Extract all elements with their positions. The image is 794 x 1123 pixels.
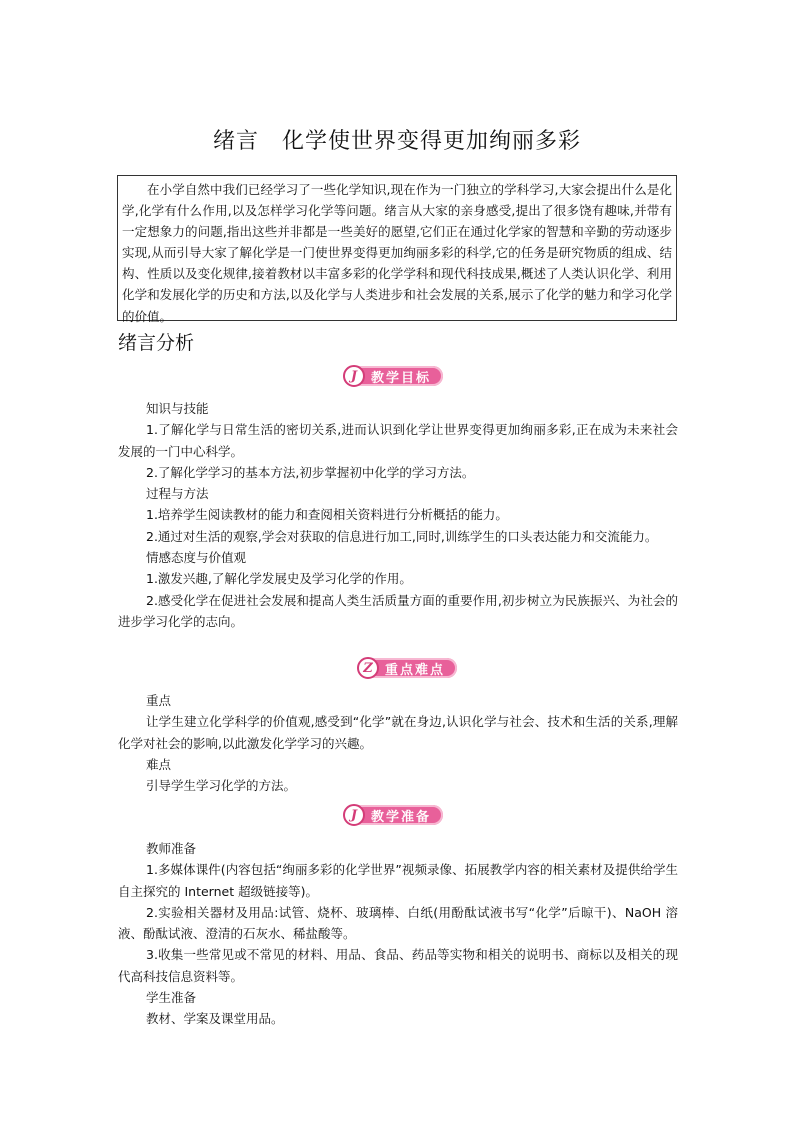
keypoints-section bbox=[118, 690, 678, 796]
difficult-heading: 难点 bbox=[146, 756, 172, 772]
badge-objectives bbox=[343, 364, 443, 388]
badge-label: 教学准备 bbox=[359, 805, 443, 825]
page-title: 绪言 化学使世界变得更加绚丽多彩 bbox=[212, 129, 581, 154]
teacher-item-3: 3.收集一些常见或不常见的材料、用品、食品、药品等实物和相关的说明书、商标以及相关的现代高科技信息资料等。 bbox=[118, 947, 678, 984]
difficult-text: 引导学生学习化学的方法。 bbox=[146, 778, 297, 794]
knowledge-item-2: 2.了解化学学习的基本方法,初步掌握初中化学的学习方法。 bbox=[146, 464, 475, 480]
objectives-section bbox=[118, 398, 678, 632]
attitude-heading: 情感态度与价值观 bbox=[146, 550, 247, 566]
badge-label: 重点难点 bbox=[373, 658, 457, 678]
preparation-section bbox=[118, 838, 678, 1030]
badge-letter-icon: J bbox=[343, 804, 365, 826]
badge-preparation bbox=[343, 803, 443, 827]
student-heading: 学生准备 bbox=[146, 990, 197, 1006]
badge-label: 教学目标 bbox=[359, 366, 443, 386]
badge-letter-icon: J bbox=[343, 365, 365, 387]
badge-keypoints bbox=[357, 656, 457, 680]
section-heading: 绪言分析 bbox=[118, 332, 195, 354]
process-item-1: 1.培养学生阅读教材的能力和查阅相关资料进行分析概括的能力。 bbox=[146, 507, 508, 523]
badge-letter-icon: Z bbox=[357, 657, 379, 679]
student-text: 教材、学案及课堂用品。 bbox=[146, 1011, 284, 1027]
attitude-item-2: 2.感受化学在促进社会发展和提高人类生活质量方面的重要作用,初步树立为民族振兴、为社会的进步学习化学的志向。 bbox=[118, 592, 678, 629]
attitude-item-1: 1.激发兴趣,了解化学发展史及学习化学的作用。 bbox=[146, 571, 412, 587]
process-heading: 过程与方法 bbox=[146, 486, 209, 502]
key-text: 让学生建立化学科学的价值观,感受到“化学”就在身边,认识化学与社会、技术和生活的关系,理解化学对社会的影响,以此激发化学学习的兴趣。 bbox=[118, 714, 678, 751]
intro-text: 在小学自然中我们已经学习了一些化学知识,现在作为一门独立的学科学习,大家会提出什么是化学,化学有什么作用,以及怎样学习化学等问题。绪言从大家的亲身感受,提出了很多饶有趣味,并带有一定想象力的问题,指出这些并非都是一些美好的愿望,它们正在通过化学家的智慧和辛勤的劳动逐步实现,从而引导大家了解化学是一门使世界变得更加绚丽多彩的科学,它的任务是研究物质的组成、结构、性质以及变化规律,接着教材以丰富多彩的化学学科和现代科技成果,概述了人类认识化学、利用化学和发展化学的历史和方法,以及化学与人类进步和社会发展的关系,展示了化学的魅力和学习化学的价值。 bbox=[122, 182, 672, 324]
process-item-2: 2.通过对生活的观察,学会对获取的信息进行加工,同时,训练学生的口头表达能力和交流能力。 bbox=[146, 528, 658, 544]
teacher-item-2: 2.实验相关器材及用品:试管、烧杯、玻璃棒、白纸(用酚酞试液书写“化学”后晾干)、NaOH 溶液、酚酞试液、澄清的石灰水、稀盐酸等。 bbox=[118, 904, 678, 942]
teacher-heading: 教师准备 bbox=[146, 841, 197, 856]
key-heading: 重点 bbox=[146, 693, 172, 708]
teacher-item-1: 1.多媒体课件(内容包括“绚丽多彩的化学世界”视频录像、拓展教学内容的相关素材及提供给学生自主探究的 Internet 超级链接等)。 bbox=[118, 862, 678, 899]
knowledge-heading: 知识与技能 bbox=[146, 401, 209, 416]
knowledge-item-1: 1.了解化学与日常生活的密切关系,进而认识到化学让世界变得更加绚丽多彩,正在成为未来社会发展的一门中心科学。 bbox=[118, 422, 678, 459]
intro-box bbox=[117, 175, 677, 324]
